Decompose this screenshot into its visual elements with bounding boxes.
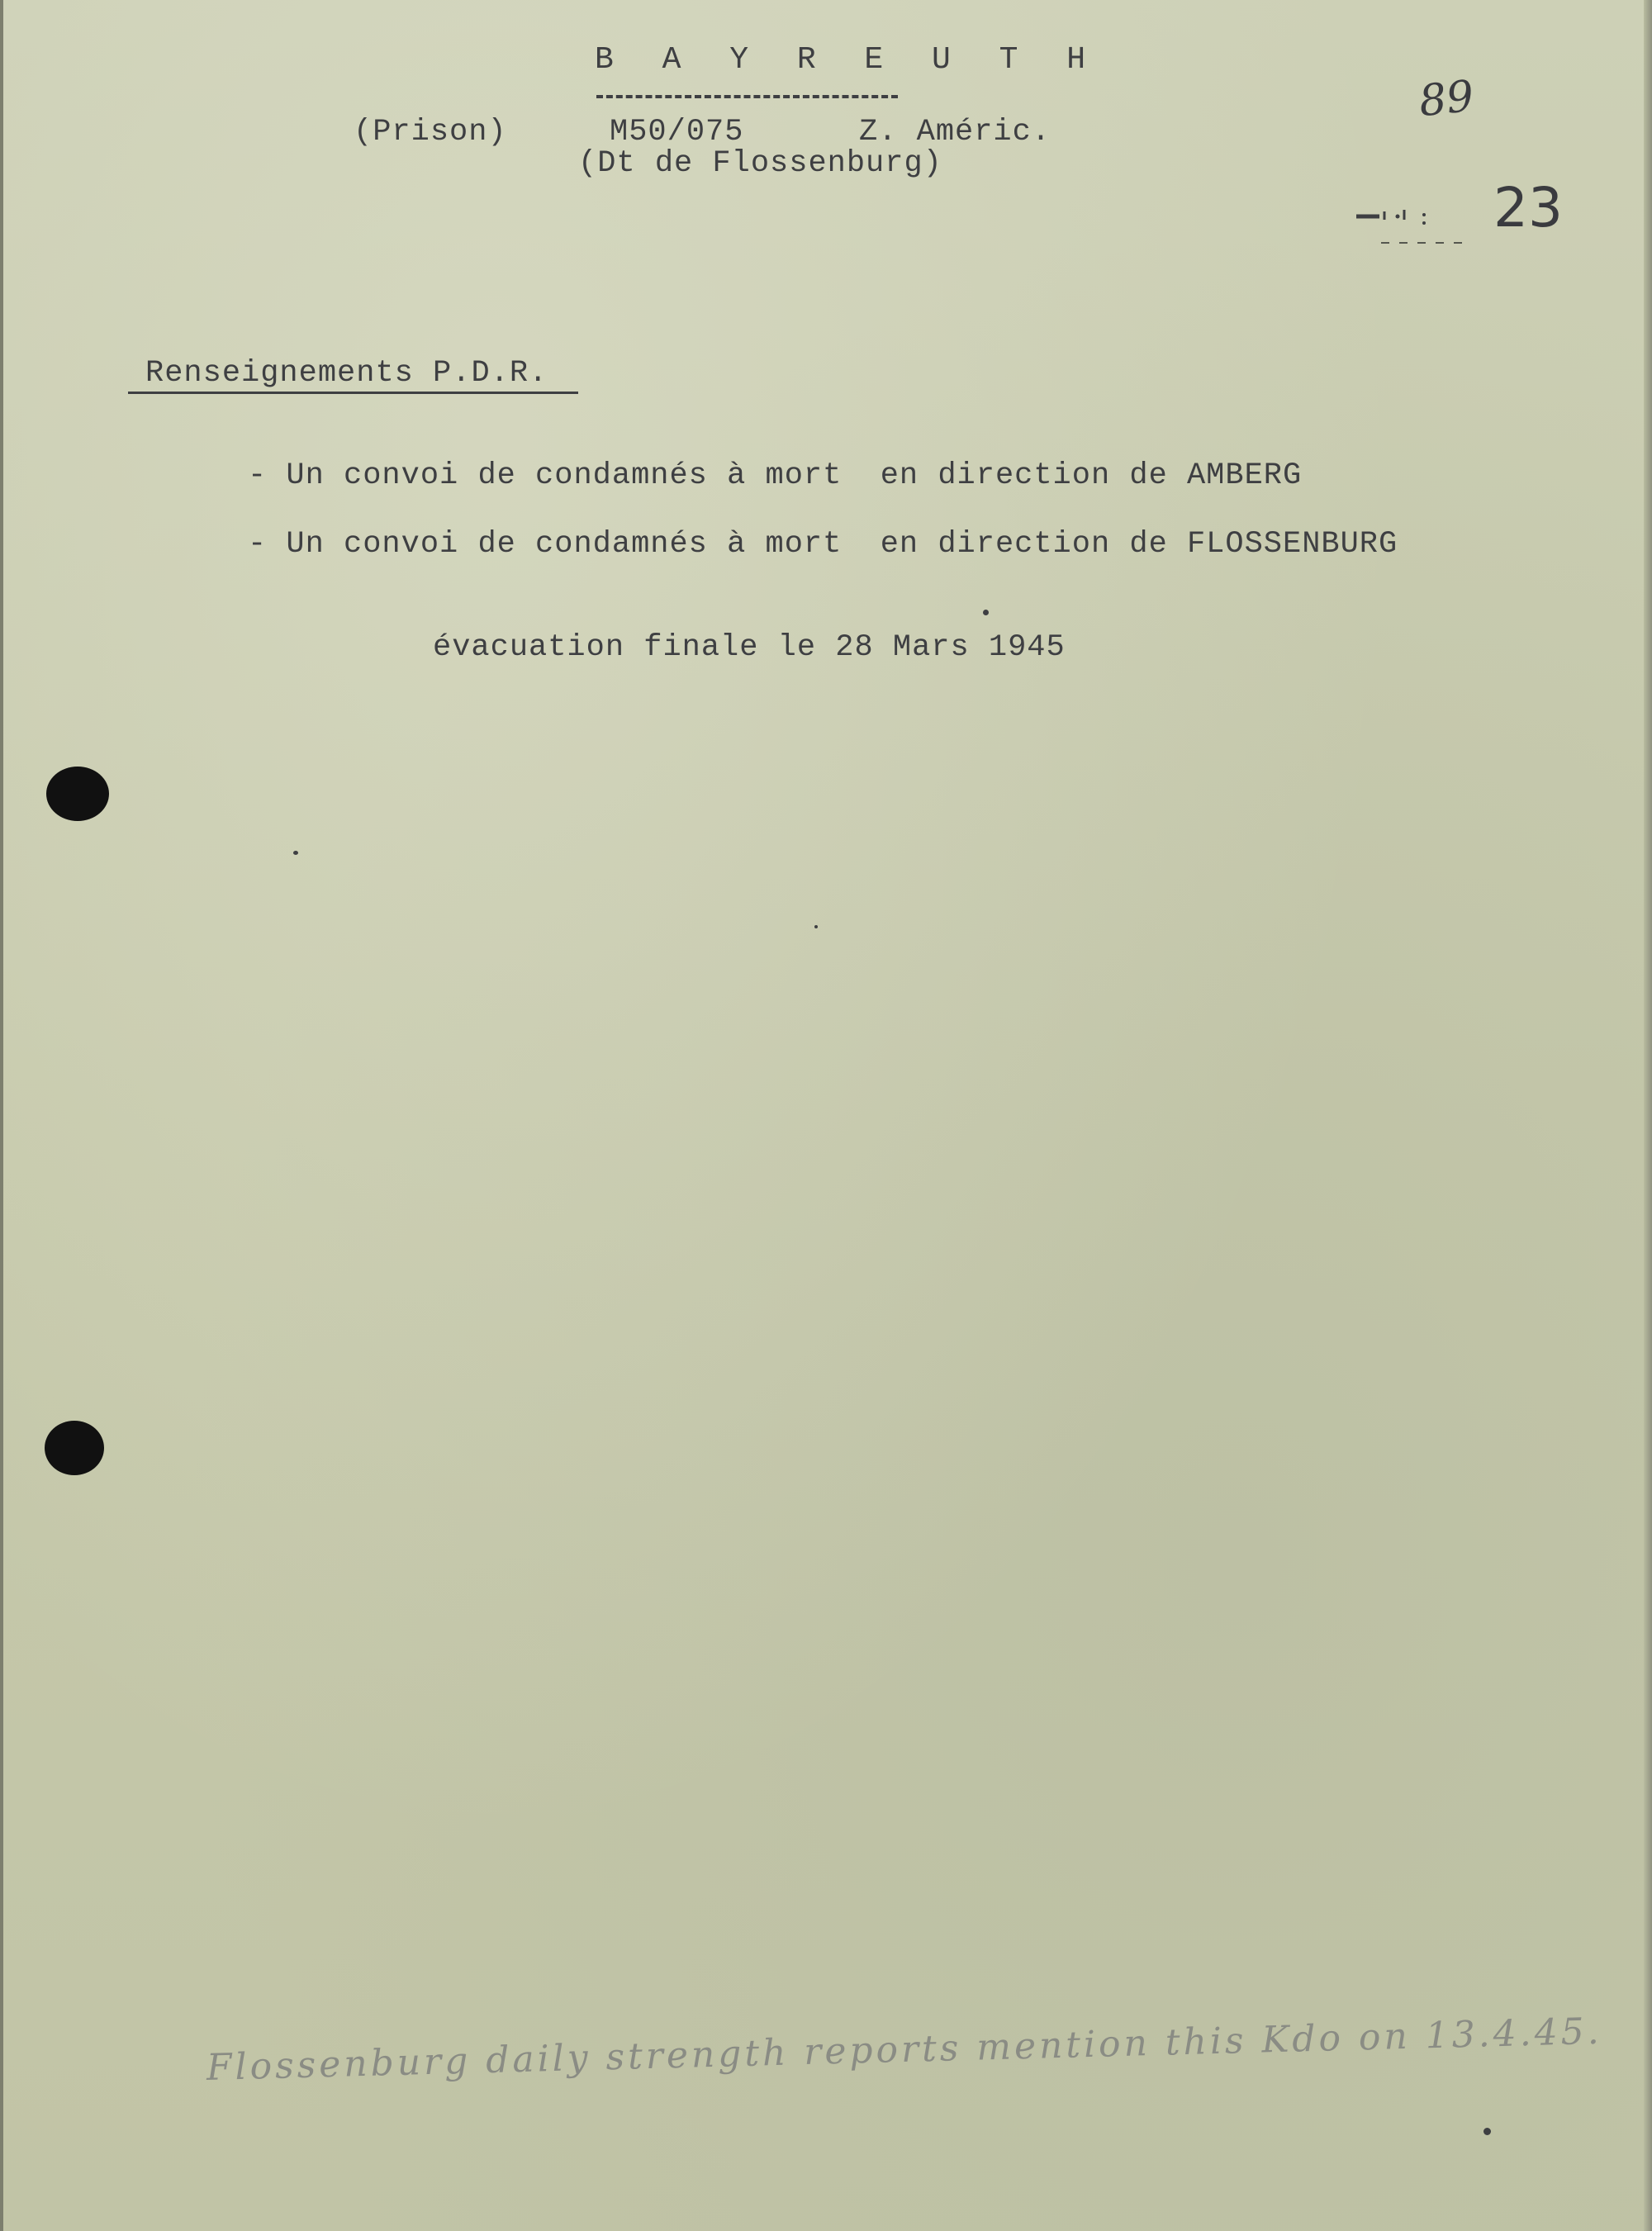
title-underline: [596, 95, 898, 98]
stamp-marks: [1355, 190, 1470, 248]
convoy-line-amberg: - Un convoi de condamnés à mort en direction de AMBERG: [248, 458, 1303, 493]
ink-speck: [983, 610, 989, 615]
page-left-edge: [0, 0, 3, 2231]
section-heading: Renseignements P.D.R.: [145, 356, 548, 391]
ink-speck: [814, 925, 818, 928]
section-heading-underline: [128, 392, 578, 394]
punch-hole-bottom: [45, 1421, 104, 1475]
document-title: B A Y R E U T H: [595, 42, 1101, 78]
file-code: M50/075: [610, 115, 744, 150]
handwritten-pencil-note: Flossenburg daily strength reports mention this Kdo on 13.4.45.: [206, 2010, 1603, 2089]
evacuation-line: évacuation finale le 28 Mars 1945: [433, 630, 1066, 665]
person-name: Z. Améric.: [859, 115, 1051, 150]
convoy-line-flossenburg: - Un convoi de condamnés à mort en direction de FLOSSENBURG: [248, 527, 1398, 562]
punch-hole-top: [46, 767, 109, 821]
ink-speck: [293, 851, 298, 855]
page-right-edge: [1644, 0, 1652, 2231]
stamp-number: 23: [1493, 176, 1563, 240]
prison-label: (Prison): [354, 115, 507, 150]
detachment-label: (Dt de Flossenburg): [578, 146, 942, 181]
handwritten-folio-number: 89: [1417, 71, 1477, 127]
ink-speck: [1483, 2128, 1491, 2135]
